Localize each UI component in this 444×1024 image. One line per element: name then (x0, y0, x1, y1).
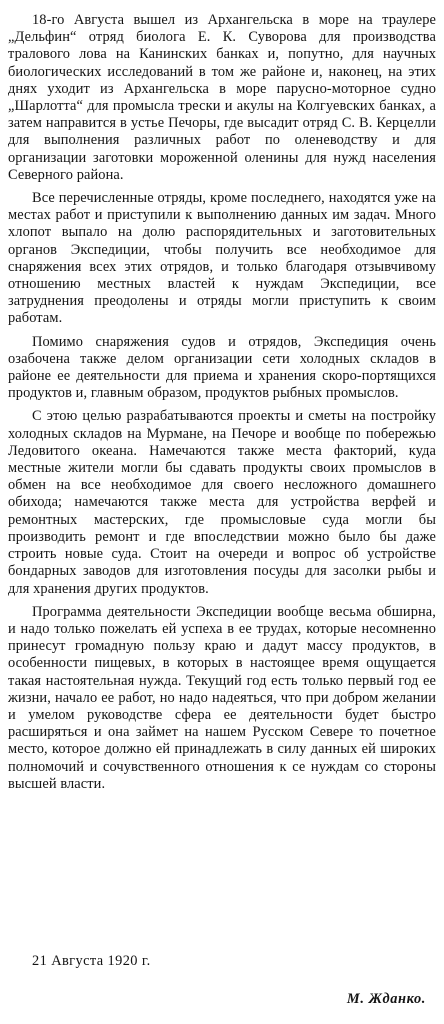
author-signature: М. Жданко. (346, 991, 426, 1007)
paragraph-2: Все перечисленные отряды, кроме последнего, находятся уже на местах работ и приступили к выполнению данных им задач. Много хлопот выпало на долю распорядительных и заготовительных органов Экспедиции, чтобы получить все необходимое для снаряжения всех этих отрядов, и только благодаря отзывчивому отношению местных властей к нуждам Экспедиции, все затруднения преодолены и отряды могли приступить к своим работам. (8, 190, 436, 327)
paragraph-5: Программа деятельности Экспедиции вообще весьма обширна, и надо только пожелать ей успеха в ее трудах, которые несомненно принесут громадную пользу краю и дадут массу продуктов, в особенности пищевых, в которых в настоящее время ощущается такая настоятельная нужда. Текущий год есть только первый год ее жизни, начало ее работ, но надо надеяться, что при добром желании и умелом руководстве сфера ее деятельности будет быстро расширяться и она займет на нашем Русском Севере то почетное место, которое должно ей принадлежать в силу данных ей широких полномочий и сочувственного отношения к се нуждам со стороны высшей власти. (8, 603, 436, 792)
paragraph-4: С этою целью разрабатываются проекты и сметы на постройку холодных складов на Мурмане, на Печоре и вообще по побережью Ледовитого океана. Намечаются также места факторий, куда местные жители могли бы сдавать продукты своих промыслов в обмен на все необходимое для своего несложного домашнего обихода; намечаются также места для устройства верфей и ремонтных мастерских, где промысловые суда могли бы производить ремонт и где впоследствии можно было бы даже строить новые суда. Стоит на очереди и вопрос об устройстве бондарных заводов для изготовления посуды для засолки рыбы и для хранения других продуктов. (8, 408, 436, 597)
paragraph-3: Помимо снаряжения судов и отрядов, Экспедиция очень озабочена также делом организации сети холодных складов в районе ее деятельности для приема и хранения скоро-портящихся продуктов и, главным образом, продуктов рыбных промыслов. (8, 333, 436, 402)
document-date: 21 Августа 1920 г. (32, 953, 151, 969)
paragraph-1: 18-го Августа вышел из Архангельска в море на траулере „Дельфин“ отряд биолога Е. К. Суворова для производства тралового лова на Канинских банках и, попутно, для научных биологических исследований в том же районе и, наконец, на этих днях уходит из Архангельска в море парусно-моторное судно „Шарлотта“ для промысла трески и акулы на Колгуевских банках, а затем направится в устье Печоры, где высадит отряд С. В. Керцелли для выполнения различных работ по оленеводству и для организации заготовки мороженной оленины для нужд населения Северного района. (8, 12, 436, 183)
